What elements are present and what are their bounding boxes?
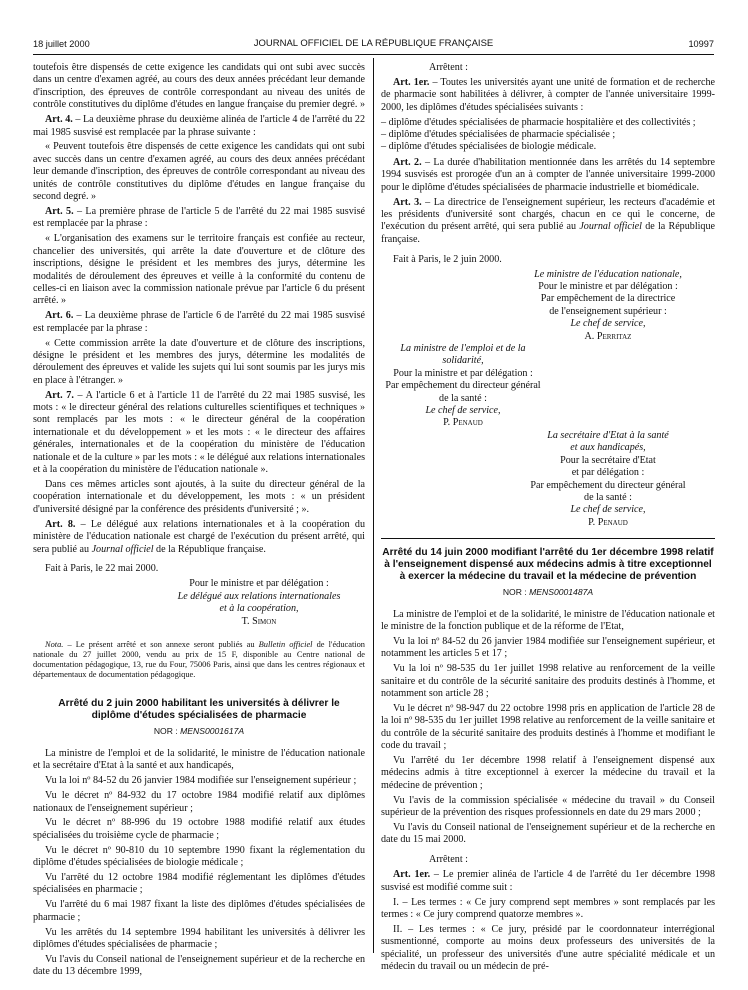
article-text: – Toutes les universités ayant une unité de formation et de recherche de pharmacie sont habilitées à délivrer, à compter de l'année universitaire 1999-2000, les diplômes d'études spécialisées suivants : bbox=[381, 76, 715, 113]
list-item: – diplôme d'études spécialisées de biologie médicale. bbox=[381, 141, 597, 153]
paragraph: Vu l'arrêté du 6 mai 1987 fixant la liste des diplômes d'études spécialisées de pharmacie ; bbox=[33, 899, 365, 923]
journal-officiel-ref: Journal officiel bbox=[91, 543, 154, 555]
signatory-name: P. Penaud bbox=[443, 417, 483, 429]
article-1 bbox=[381, 869, 715, 894]
list-item: – diplôme d'études spécialisées de pharmacie spécialisée ; bbox=[381, 129, 616, 141]
signature-line: Le ministre de l'éducation nationale, bbox=[534, 268, 682, 280]
header-rule bbox=[33, 54, 714, 55]
nor-reference bbox=[33, 725, 365, 737]
list-item: – diplôme d'études spécialisées de pharmacie hospitalière et des collectivités ; bbox=[381, 116, 696, 128]
header-journal-title: JOURNAL OFFICIEL DE LA RÉPUBLIQUE FRANÇAISE bbox=[253, 38, 494, 49]
article-7 bbox=[33, 390, 365, 477]
article-label: Art. 3. bbox=[393, 196, 422, 208]
article-text: – A l'article 6 et à l'article 11 de l'arrêté du 22 mai 1985 susvisé, les mots : « le directeur général des relations culturelles scientifiques et techniques » sont remplacés par les mots : « le directeur général de la coopération internationale et du développement » et les mots : « le directeur des affaires générales, internationales et de la coopération du ministère de l'éducation nationale et de la culture » par les mots : « le délégué aux relations internationales et à la coopération du ministère de l'éducation nationale ». bbox=[33, 389, 365, 476]
article-text: de la République française. bbox=[381, 221, 715, 245]
article-2 bbox=[381, 157, 715, 194]
article-label: Art. 5. bbox=[45, 205, 74, 217]
nor-label: NOR : bbox=[502, 587, 530, 598]
article-text: – Le délégué aux relations internationales et à la coopération du ministère de l'éducation nationale est chargé de l'exécution du présent arrêté, qui sera publié au bbox=[33, 518, 365, 555]
paragraph: Vu le décret nº 84-932 du 17 octobre 1984 modifié relatif aux diplômes nationaux de l'enseignement supérieur ; bbox=[33, 790, 365, 814]
article-text: – La directrice de l'enseignement supérieur, les recteurs d'académie et les présidents d'université sont chargés, chacun en ce qui le concerne, de l'exécution du présent arrêté, qui sera publié au bbox=[381, 196, 715, 233]
paragraph: I. – Les termes : « Ce jury comprend sept membres » sont remplacés par les termes : « Ce jury comprend quatorze membres ». bbox=[381, 896, 715, 920]
article-text: de la République française. bbox=[153, 543, 266, 555]
signature-line: et à la coopération, bbox=[219, 603, 299, 615]
decree-title: Arrêté du 14 juin 2000 modifiant l'arrêté du 1er décembre 1998 relatif à l'enseignement dispensé aux médecins admis à titre exceptionnel à exercer la médecine du travail et la médecine de prévention bbox=[382, 547, 714, 583]
paragraph: Vu la loi nº 98-535 du 1er juillet 1998 relative au renforcement de la veille sanitaire et du contrôle de la sécurité sanitaire des produits destinés à l'homme, et notamment son article 28 ; bbox=[381, 663, 715, 699]
signature-line: La ministre de l'emploi et de la solidarité, bbox=[400, 343, 526, 367]
nota-label: Nota. bbox=[45, 639, 64, 649]
signature-line: de la santé : bbox=[439, 392, 487, 404]
arretent: Arrêtent : bbox=[429, 854, 468, 866]
signature-line: Le chef de service, bbox=[570, 318, 646, 330]
signature-block bbox=[33, 578, 365, 628]
paragraph: II. – Les termes : « Ce jury, présidé par le coordonnateur interrégional susmentionné, comporte au moins deux professeurs des universités de la spécialité, un professeur des universités d'une autre spécialité médicale et un médecin du travail ou un médecin de pré- bbox=[381, 923, 715, 973]
nor-code: MENS0001617A bbox=[180, 726, 245, 737]
bulletin-officiel-ref: Bulletin officiel bbox=[258, 639, 313, 649]
paragraph: toutefois être dispensés de cette exigence les candidats qui ont subi avec succès dans un centre d'examen agréé, au cours des deux années précédant leur demande d'inscription, des épreuves de contrôle correspondant au niveau des unités de contrôle constitutives du diplôme d'études en langue française du premier degré. » bbox=[33, 62, 365, 111]
signature-line: Le délégué aux relations internationales bbox=[177, 590, 341, 602]
decree-title: Arrêté du 2 juin 2000 habilitant les universités à délivrer le diplôme d'études spécialisées de pharmacie bbox=[58, 698, 340, 722]
section-separator bbox=[381, 538, 715, 539]
left-column bbox=[33, 62, 365, 981]
signature-block bbox=[381, 269, 715, 343]
fait-a-paris: Fait à Paris, le 22 mai 2000. bbox=[45, 563, 159, 575]
paragraph: Vu les arrêtés du 14 septembre 1994 habilitant les universités à délivrer les diplômes d'études spécialisées de pharmacie ; bbox=[33, 926, 365, 951]
article-label: Art. 1er. bbox=[393, 869, 431, 881]
signature-line: Le chef de service, bbox=[570, 504, 646, 516]
signature-line: Par empêchement de la directrice bbox=[540, 293, 676, 305]
paragraph: La ministre de l'emploi et de la solidarité, le ministre de l'éducation nationale et le ministre de la fonction publique et de la réforme de l'Etat, bbox=[381, 608, 715, 632]
article-5 bbox=[33, 206, 365, 231]
quote: « Peuvent toutefois être dispensés de cette exigence les candidats qui ont subi avec succès dans un centre d'examen agréé, au cours des deux années précédant leur demande d'inscription, des épreuves de contrôle correspondant au niveau des unités de contrôle constitutives du diplôme d'études en langue française du second degré. » bbox=[33, 141, 365, 203]
nor-reference bbox=[381, 586, 715, 598]
header-page-number: 10997 bbox=[688, 39, 714, 49]
paragraph: Vu l'arrêté du 1er décembre 1998 relatif à l'enseignement dispensé aux médecins admis à titre exceptionnel à exercer la médecine du travail et la médecine de prévention ; bbox=[381, 755, 715, 791]
article-6 bbox=[33, 310, 365, 335]
article-text: – La première phrase de l'article 5 de l'arrêté du 22 mai 1985 susvisé est remplacée par la phrase : bbox=[33, 205, 365, 230]
article-3 bbox=[381, 197, 715, 247]
column-divider bbox=[373, 58, 374, 953]
journal-officiel-ref: Journal officiel bbox=[579, 221, 642, 233]
paragraph: Vu la loi nº 84-52 du 26 janvier 1984 modifiée sur l'enseignement supérieur ; bbox=[45, 775, 357, 787]
paragraph: Dans ces mêmes articles sont ajoutés, à la suite du directeur général de la coopération internationale et du développement, les mots : « un président d'université désigné par la conférence des présidents d'université ; ». bbox=[33, 479, 365, 515]
article-text: – Le premier alinéa de l'article 4 de l'arrêté du 1er décembre 1998 susvisé est modifié comme suit : bbox=[381, 869, 716, 893]
signature-block bbox=[381, 343, 715, 430]
signatory-name: T. Simon bbox=[241, 615, 277, 627]
nota bbox=[33, 640, 365, 680]
article-label: Art. 7. bbox=[45, 389, 74, 401]
quote: « L'organisation des examens sur le territoire français est confiée au recteur, chancelier des universités, qui arrête la date d'ouverture et de clôture des inscriptions, désigne le président et les membres des jurys, détermine les modalités de déroulement des épreuves et veille à la conformité du contenu de celles-ci en liaison avec la commission nationale prévue par l'article 6 du présent arrêté. » bbox=[33, 233, 365, 307]
signature-line: Pour le ministre et par délégation : bbox=[538, 281, 678, 292]
nor-code: MENS0001487A bbox=[529, 587, 594, 598]
signature-line: de l'enseignement supérieur : bbox=[549, 305, 667, 317]
signatory-name: P. Penaud bbox=[588, 516, 628, 528]
nota-text: de l'éducation nationale du 27 juillet 2000, vendu au prix de 15 F, disponible au Centre national de documentation pédagogique, 13, rue du Four, 75006 Paris, ainsi que dans les centres régionaux et départementaux de documentation pédagogique. bbox=[33, 639, 365, 679]
signature-block bbox=[381, 430, 715, 529]
fait-a-paris: Fait à Paris, le 2 juin 2000. bbox=[393, 253, 502, 265]
signature-line: de la santé : bbox=[584, 491, 632, 503]
paragraph: Vu la loi nº 84-52 du 26 janvier 1984 modifiée sur l'enseignement supérieur, et notamment les articles 5 et 17 ; bbox=[381, 635, 715, 660]
nota-text: – Le présent arrêté et son annexe seront publiés au bbox=[63, 639, 259, 649]
signature-line: Par empêchement du directeur général bbox=[530, 479, 686, 491]
article-1 bbox=[381, 77, 715, 114]
paragraph: Vu l'avis du Conseil national de l'enseignement supérieur et de la recherche en date du 13 décembre 1999, bbox=[33, 953, 365, 978]
paragraph: Vu l'arrêté du 12 octobre 1984 modifié réglementant les diplômes d'études spécialisées en pharmacie ; bbox=[33, 872, 365, 896]
page-header bbox=[33, 38, 714, 52]
paragraph: Vu le décret nº 98-947 du 22 octobre 1998 pris en application de l'article 28 de la loi nº 98-535 du 1er juillet 1998 relative au renforcement de la veille sanitaire et du contrôle de la sécurité sanitaire des produits destinés à l'homme et modifiant le code du travail ; bbox=[381, 702, 715, 752]
signatory-name: A. Perritaz bbox=[584, 330, 632, 342]
header-date: 18 juillet 2000 bbox=[33, 39, 90, 49]
article-label: Art. 8. bbox=[45, 518, 76, 530]
right-column bbox=[381, 62, 715, 976]
signature-line: Par empêchement du directeur général bbox=[385, 380, 541, 392]
paragraph: Vu le décret nº 90-810 du 10 septembre 1990 fixant la réglementation du diplôme d'études spécialisées de biologie médicale ; bbox=[33, 844, 365, 869]
article-text: – La deuxième phrase du deuxième alinéa de l'article 4 de l'arrêté du 22 mai 1985 susvisé est remplacée par la phrase suivante : bbox=[33, 114, 366, 138]
signature-line: Pour la secrétaire d'Etat bbox=[560, 454, 656, 466]
quote: « Cette commission arrête la date d'ouverture et de clôture des inscriptions, désigne le président et les membres des jurys, détermine les modalités de déroulement des épreuves et valide les sujets qui lui sont soumis par les jurys mis en place à l'étranger. » bbox=[33, 337, 365, 386]
article-label: Art. 6. bbox=[45, 310, 74, 322]
signature-line: Pour le ministre et par délégation : bbox=[189, 578, 329, 590]
nor-label: NOR : bbox=[153, 726, 181, 737]
signature-line: et par délégation : bbox=[571, 467, 645, 479]
paragraph: Vu l'avis de la commission spécialisée « médecine du travail » du Conseil supérieur de la prévention des risques professionnels en date du 29 mars 2000 ; bbox=[381, 794, 715, 819]
paragraph: La ministre de l'emploi et de la solidarité, le ministre de l'éducation nationale et la secrétaire d'Etat à la santé et aux handicapés, bbox=[33, 747, 365, 772]
article-label: Art. 1er. bbox=[393, 76, 430, 88]
article-8 bbox=[33, 519, 365, 556]
signature-line: La secrétaire d'Etat à la santé bbox=[547, 429, 669, 441]
signature-line: et aux handicapés, bbox=[570, 442, 646, 454]
article-label: Art. 4. bbox=[45, 114, 73, 126]
paragraph: Vu le décret nº 88-996 du 19 octobre 1988 modifié relatif aux études spécialisées du troisième cycle de pharmacie ; bbox=[33, 817, 365, 841]
article-text: – La durée d'habilitation mentionnée dans les arrêtés du 14 septembre 1994 susvisés est prorogée d'un an à compter de l'année universitaire 1999-2000 pour le diplôme d'études spécialisées de pharmacie industrielle et biomédicale. bbox=[381, 156, 716, 193]
article-4 bbox=[33, 114, 365, 139]
article-label: Art. 2. bbox=[393, 156, 422, 168]
arretent: Arrêtent : bbox=[429, 62, 468, 73]
signature-line: Le chef de service, bbox=[425, 405, 501, 417]
paragraph: Vu l'avis du Conseil national de l'enseignement supérieur et de la recherche en date du 15 mai 2000. bbox=[381, 822, 715, 846]
signature-line: Pour la ministre et par délégation : bbox=[393, 367, 533, 379]
article-text: – La deuxième phrase de l'article 6 de l'arrêté du 22 mai 1985 susvisé est remplacée par la phrase : bbox=[33, 310, 366, 334]
